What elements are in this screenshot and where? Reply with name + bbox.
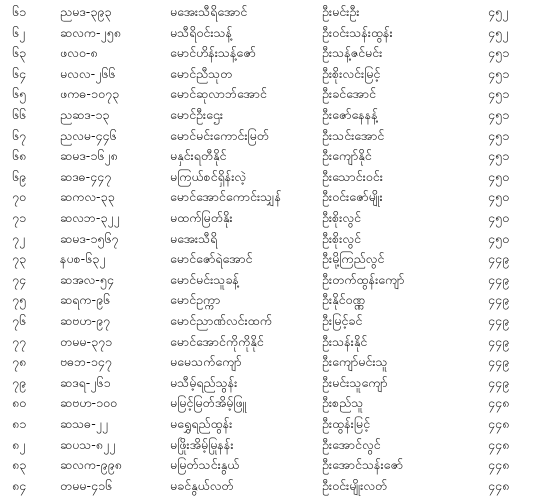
row-number: ၈၄	[12, 477, 27, 493]
student-name: မသီမ့်ရည်သွန်း	[170, 374, 238, 390]
roll-number: ညလမ-၄၄၆	[60, 127, 117, 143]
student-name: မမြင့်မြတ်အိမ့်ဖြူ	[170, 395, 247, 411]
roll-number: ဆကလ-၃၃	[60, 189, 115, 205]
table-row	[0, 455, 550, 475]
row-number: ၇၅	[12, 292, 27, 308]
table-row	[0, 229, 550, 249]
total-mark: ၄၄၈	[488, 436, 510, 452]
row-number: ၇၆	[12, 313, 27, 328]
parent-name: ဦးစိုးလင်းမြင့်	[322, 65, 381, 81]
table-row	[0, 167, 550, 187]
student-name: မမြတ်သင်းနွယ်	[170, 457, 240, 473]
total-mark: ၄၅၀	[488, 168, 510, 184]
table-row	[0, 146, 550, 166]
row-number: ၆၆	[12, 107, 27, 122]
roll-number: ဆမဒ-၁၆၂၈	[60, 148, 118, 164]
roll-number: ညမဒ-၃၉၃	[60, 4, 112, 19]
parent-name: ဦးဝင်းဇော်မျိုး	[322, 189, 383, 205]
student-name: မမေသက်ကျော်	[170, 354, 242, 370]
parent-name: ဦးတက်ထွန်းကျော်	[322, 271, 405, 287]
roll-number: ညဆဒ-၁၃	[60, 107, 110, 122]
total-mark: ၄၅၁	[488, 107, 510, 122]
table-row	[0, 311, 550, 331]
total-mark: ၄၄၈	[488, 477, 510, 493]
row-number: ၇၂	[12, 230, 26, 246]
parent-name: ဦးစိုးလွင်	[322, 230, 361, 246]
row-number: ၆၅	[12, 86, 27, 102]
parent-name: ဦးနိုင်ဝဏ္ဏ	[322, 292, 366, 308]
table-row	[0, 393, 550, 413]
student-name: မောင်ညီသုတ	[170, 65, 233, 81]
roll-number: ဆလက-၉၉၈	[60, 457, 122, 473]
student-name: မကြယ်စင်ရှိန်းလဲ့	[170, 168, 247, 184]
roll-number: ဆဗဟ-၁၀၀	[60, 395, 118, 411]
table-row	[0, 23, 550, 43]
total-mark: ၄၄၈	[488, 416, 510, 431]
total-mark: ၄၅၁	[488, 45, 510, 61]
table-row	[0, 414, 550, 434]
row-number: ၇၄	[12, 271, 27, 287]
row-number: ၆၂	[12, 24, 26, 40]
row-number: ၆၁	[12, 4, 27, 19]
row-number: ၇၀	[12, 189, 27, 205]
total-mark: ၄၅၂	[488, 24, 509, 40]
student-name: မောင်ဦးဌေး	[170, 107, 224, 122]
total-mark: ၄၅၁	[488, 127, 510, 143]
total-mark: ၄၄၉	[488, 313, 510, 328]
student-name: မထက်မြတ်နိုး	[170, 210, 233, 225]
student-name: မောင်ညာဏ်လင်းထက်	[170, 313, 272, 328]
table-row	[0, 43, 550, 63]
parent-name: ဦးသန့်ဇင်မင်း	[322, 45, 383, 61]
parent-name: ဦးကျော်နိုင်	[322, 148, 372, 164]
parent-name: ဦးကျော်မင်းသူ	[322, 354, 388, 370]
parent-name: ဦးမင်းဦး	[322, 4, 360, 19]
row-number: ၆၈	[12, 148, 27, 164]
parent-name: ဦးအောင်လွင်	[322, 436, 381, 452]
row-number: ၈၃	[12, 457, 27, 473]
student-name: မခင်နွယ်လတ်	[170, 477, 234, 493]
row-number: ၈၀	[12, 395, 27, 411]
row-number: ၆၄	[12, 65, 27, 81]
roll-number: တမမ-၃၇၁	[60, 333, 113, 349]
parent-name: ဦးမင်းသူကျော်	[322, 374, 388, 390]
row-number: ၇၁	[12, 210, 27, 225]
table-row	[0, 270, 550, 290]
roll-number: ဆသဓ-၂၂	[60, 416, 108, 431]
table-row	[0, 249, 550, 269]
roll-number: ဖကဓ-၁၀၇၃	[60, 86, 120, 102]
parent-name: ဦးဝင်းသန်းထွန်း	[322, 24, 393, 40]
table-row	[0, 208, 550, 228]
student-name: မောင်အောင်ကောင်းသျှန်	[170, 189, 282, 205]
total-mark: ၄၅၀	[488, 210, 510, 225]
parent-name: ဦးမြင့်ခင်	[322, 313, 363, 328]
total-mark: ၄၄၉	[488, 374, 510, 390]
student-name: မောင်မင်းသူခန့်	[170, 271, 239, 287]
roll-number: ဆလက-၂၅၈	[60, 24, 121, 40]
parent-name: ဦးစိုးလွင်	[322, 210, 361, 225]
table-row	[0, 2, 550, 22]
row-number: ၇၇	[12, 333, 27, 349]
row-number: ၇၈	[12, 354, 27, 370]
student-name: မောင်ဆုလာဘ်အောင်	[170, 86, 267, 102]
parent-name: ဦးဇော်နေနန့်	[322, 107, 378, 122]
roll-number: ဗဓဘ-၁၄၇	[60, 354, 112, 370]
table-row	[0, 290, 550, 310]
table-row	[0, 373, 550, 393]
total-mark: ၄၄၉	[488, 292, 510, 308]
roll-number: ဖလဝ-၈	[60, 45, 98, 61]
roll-number: ဆဒဓ-၄၄၇	[60, 168, 112, 184]
student-name: မနှင်းရတီနိုင်	[170, 148, 227, 164]
parent-name: ဦးစည်သူ	[322, 395, 364, 411]
total-mark: ၄၅၁	[488, 148, 510, 164]
parent-name: ဦးဝင်းမျိုးလတ်	[322, 477, 388, 493]
roll-number: ဆလဘ-၃၂၂	[60, 210, 120, 225]
student-name: မောင်အောင်ကိုကိုနိုင်	[170, 333, 264, 349]
roll-number: ဆအလ-၅၄	[60, 271, 114, 287]
total-mark: ၄၄၈	[488, 395, 510, 411]
row-number: ၇၃	[12, 251, 27, 267]
total-mark: ၄၅၀	[488, 189, 510, 205]
parent-name: ဦးသောင်းဝင်း	[322, 168, 383, 184]
parent-name: ဦးသင်းအောင်	[322, 127, 385, 143]
table-row	[0, 64, 550, 84]
table-row	[0, 435, 550, 455]
roll-number: နပစ-၆၃၂	[60, 251, 106, 267]
row-number: ၈၂	[12, 436, 26, 452]
student-name: မောင်မင်းကောင်းမြတ်	[170, 127, 269, 143]
student-name: မဖြိုးအိမ့်မြုနန်း	[170, 436, 234, 452]
student-name: မောင်ဥက္ကာ	[170, 292, 221, 308]
roll-number: ဆပသ-၈၂၂	[60, 436, 116, 452]
total-mark: ၄၅၀	[488, 230, 510, 246]
total-mark: ၄၅၁	[488, 65, 510, 81]
total-mark: ၄၄၉	[488, 251, 510, 267]
student-name: မသီရိဝင်းသန့်	[170, 24, 233, 40]
student-name: မအေးသီရိ	[170, 230, 218, 246]
row-number: ၈၁	[12, 416, 27, 431]
row-number: ၆၃	[12, 45, 27, 61]
roll-number: ဆဗဟ-၉၇	[60, 313, 111, 328]
row-number: ၆၇	[12, 127, 27, 143]
row-number: ၇၉	[12, 374, 27, 390]
table-row	[0, 352, 550, 372]
table-row	[0, 332, 550, 352]
total-mark: ၄၄၉	[488, 271, 510, 287]
table-row	[0, 187, 550, 207]
parent-name: ဦးသန်းနိုင်	[322, 333, 368, 349]
roll-number: ဆဒရ-၂၆၁	[60, 374, 111, 390]
total-mark: ၄၄၈	[488, 457, 510, 473]
table-row	[0, 105, 550, 125]
table-row	[0, 126, 550, 146]
parent-name: ဦးအောင်သန်းဇော်	[322, 457, 404, 473]
student-name: မအေးသီရိအောင်	[170, 4, 248, 19]
student-name: မောင်ဟိန်းသန့်ဇော်	[170, 45, 256, 61]
total-mark: ၄၅၁	[488, 86, 510, 102]
table-row	[0, 84, 550, 104]
roll-number: မလလ-၂၆၆	[60, 65, 116, 81]
student-name: မရွှေရည်ထွန်း	[170, 416, 233, 431]
total-mark: ၄၄၉	[488, 333, 510, 349]
parent-name: ဦးထွန်းမြင့်	[322, 416, 371, 431]
table-row	[0, 476, 550, 496]
parent-name: ဦးခင်အောင်	[322, 86, 376, 102]
row-number: ၆၉	[12, 168, 27, 184]
roll-number: ဆရက-၉၆	[60, 292, 111, 308]
roll-number: တမမ-၄၁၆	[60, 477, 113, 493]
parent-name: ဦးမို့ကြည်လွင်	[322, 251, 385, 267]
total-mark: ၄၄၉	[488, 354, 510, 370]
roll-number: ဆမဒ-၁၅၆၇	[60, 230, 119, 246]
total-mark: ၄၅၂	[488, 4, 509, 19]
student-name: မောင်ဇော်ရဲအောင်	[170, 251, 253, 267]
